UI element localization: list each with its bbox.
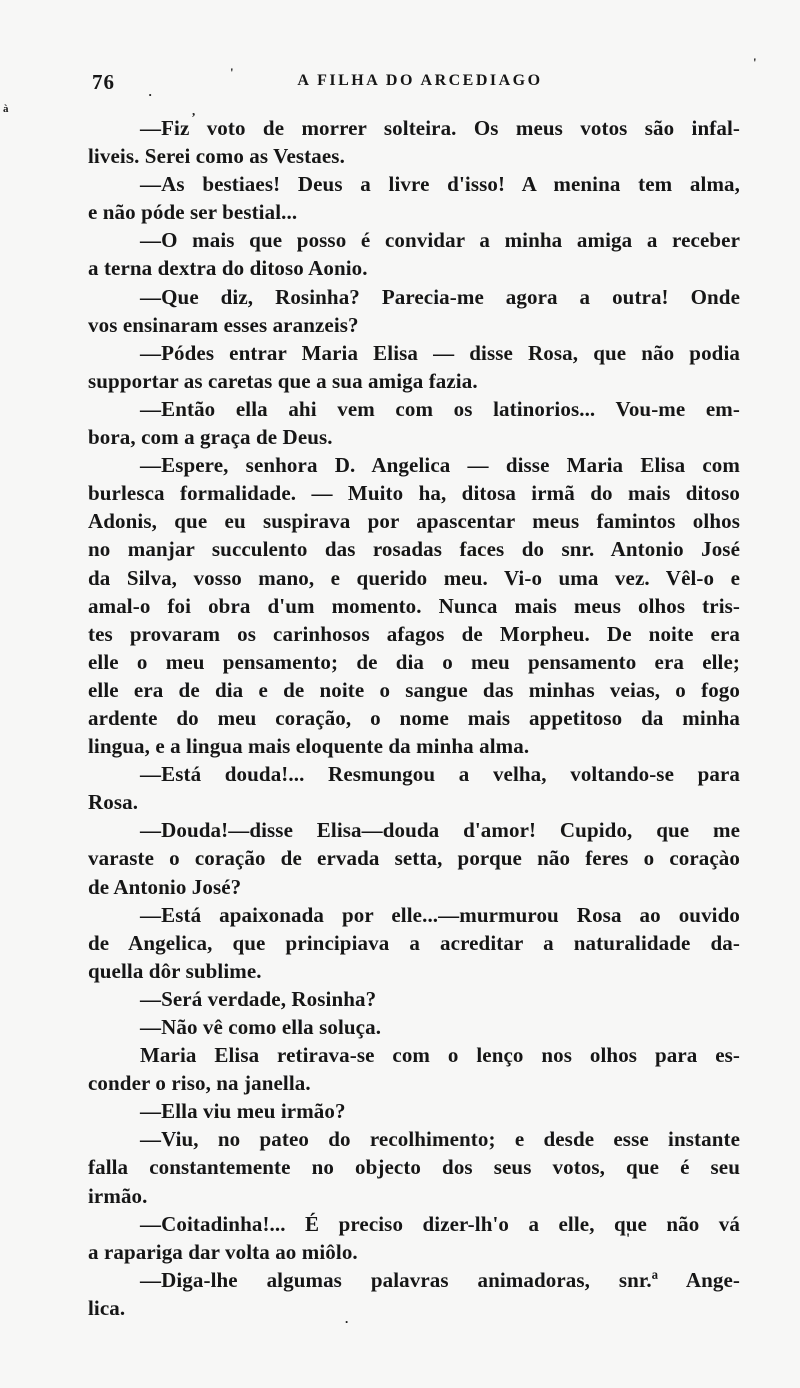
text-line: elle o meu pensamento; de dia o meu pensamento era elle; xyxy=(88,649,740,674)
ink-speck: . xyxy=(345,1311,349,1326)
paragraph xyxy=(88,226,740,282)
paragraph xyxy=(88,1210,740,1266)
text-line: —As bestiaes! Deus a livre d'isso! A menina tem alma, xyxy=(140,172,740,197)
text-line: Rosa. xyxy=(88,790,139,815)
ink-speck: ' xyxy=(753,55,757,70)
text-line: —O mais que posso é convidar a minha amiga a receber xyxy=(140,228,740,253)
text-line: —Douda!—disse Elisa—douda d'amor! Cupido, que me xyxy=(140,818,740,843)
text-line: Adonis, que eu suspirava por apascentar meus famintos olhos xyxy=(88,509,740,534)
text-line: da Silva, vosso mano, e querido meu. Vi-o uma vez. Vêl-o e xyxy=(88,565,740,590)
text-line: vos ensinaram esses aranzeis? xyxy=(88,312,359,337)
ink-speck: · xyxy=(148,87,153,102)
text-line: a terna dextra do ditoso Aonio. xyxy=(88,256,368,281)
paragraph xyxy=(88,1041,740,1097)
text-line: e não póde ser bestial... xyxy=(88,200,298,225)
ink-speck: à xyxy=(3,103,9,115)
text-line: a rapariga dar volta ao miôlo. xyxy=(88,1239,358,1264)
text-line: elle era de dia e de noite o sangue das minhas veias, o fogo xyxy=(88,677,740,702)
text-line: —Então ella ahi vem com os latinorios... Vou-me em- xyxy=(140,396,740,421)
text-line: liveis. Serei como as Vestaes. xyxy=(88,144,345,169)
paragraph xyxy=(88,114,740,170)
text-block xyxy=(88,114,740,1322)
text-line: —Espere, senhora D. Angelica — disse Maria Elisa com xyxy=(140,453,740,478)
text-line: lingua, e a lingua mais eloquente da minha alma. xyxy=(88,734,530,759)
text-line: —Que diz, Rosinha? Parecia-me agora a outra! Onde xyxy=(140,284,740,309)
text-line: —Será verdade, Rosinha? xyxy=(140,986,377,1011)
text-line: burlesca formalidade. — Muito ha, ditosa irmã do mais ditoso xyxy=(88,481,740,506)
paragraph xyxy=(88,1013,740,1041)
ink-speck: , xyxy=(192,103,196,118)
text-line: —Está douda!... Resmungou a velha, voltando-se para xyxy=(140,762,740,787)
text-line: de Antonio José? xyxy=(88,874,242,899)
text-line: varaste o coração de ervada setta, porque não feres o coraçào xyxy=(88,846,740,871)
text-line: ardente do meu coração, o nome mais appetitoso da minha xyxy=(88,705,740,730)
text-line: de Angelica, que principiava a acreditar a naturalidade da- xyxy=(88,930,740,955)
paragraph xyxy=(88,901,740,985)
text-line: bora, com a graça de Deus. xyxy=(88,425,333,450)
text-line: conder o riso, na janella. xyxy=(88,1071,311,1096)
text-line: —Viu, no pateo do recolhimento; e desde esse instante xyxy=(140,1127,740,1152)
paragraph xyxy=(88,283,740,339)
paragraph xyxy=(88,451,740,760)
paragraph xyxy=(88,985,740,1013)
page-header xyxy=(0,65,800,94)
ink-speck: ' xyxy=(230,65,234,80)
text-line: —Pódes entrar Maria Elisa — disse Rosa, que não podia xyxy=(140,340,740,365)
page-number: 76 xyxy=(92,70,115,94)
text-line: quella dôr sublime. xyxy=(88,958,262,983)
paragraph xyxy=(88,1097,740,1125)
paragraph xyxy=(88,1125,740,1209)
text-line: —Não vê como ella soluça. xyxy=(140,1015,382,1039)
paragraph xyxy=(88,395,740,451)
text-line: supportar as caretas que a sua amiga fazia. xyxy=(88,368,478,393)
text-line: —Coitadinha!... É preciso dizer-lh'o a elle, que não vá xyxy=(140,1211,740,1236)
text-line: tes provaram os carinhosos afagos de Morpheu. De noite era xyxy=(88,621,740,646)
text-line: —Está apaixonada por elle...—murmurou Rosa ao ouvido xyxy=(140,902,740,927)
text-line: —Diga-lhe algumas palavras animadoras, snr.ª Ange- xyxy=(140,1267,740,1292)
paragraph xyxy=(88,760,740,816)
text-line: falla constantemente no objecto dos seus votos, que é seu xyxy=(88,1155,740,1180)
text-line: —Ella viu meu irmão? xyxy=(140,1099,346,1124)
paragraph xyxy=(88,339,740,395)
paragraph xyxy=(88,1266,740,1322)
paragraph xyxy=(88,170,740,226)
ink-speck: ' xyxy=(626,1231,631,1247)
text-line: Maria Elisa retirava-se com o lenço nos olhos para es- xyxy=(140,1043,740,1068)
paragraph xyxy=(88,816,740,900)
text-line: lica. xyxy=(88,1295,126,1320)
text-line: no manjar succulento das rosadas faces do snr. Antonio José xyxy=(88,537,740,562)
text-line: irmão. xyxy=(88,1183,148,1208)
text-line: amal-o foi obra d'um momento. Nunca mais meus olhos tris- xyxy=(88,593,740,618)
running-title: A FILHA DO ARCEDIAGO xyxy=(297,72,543,89)
text-line: —Fiz voto de morrer solteira. Os meus votos são infal- xyxy=(140,116,740,140)
